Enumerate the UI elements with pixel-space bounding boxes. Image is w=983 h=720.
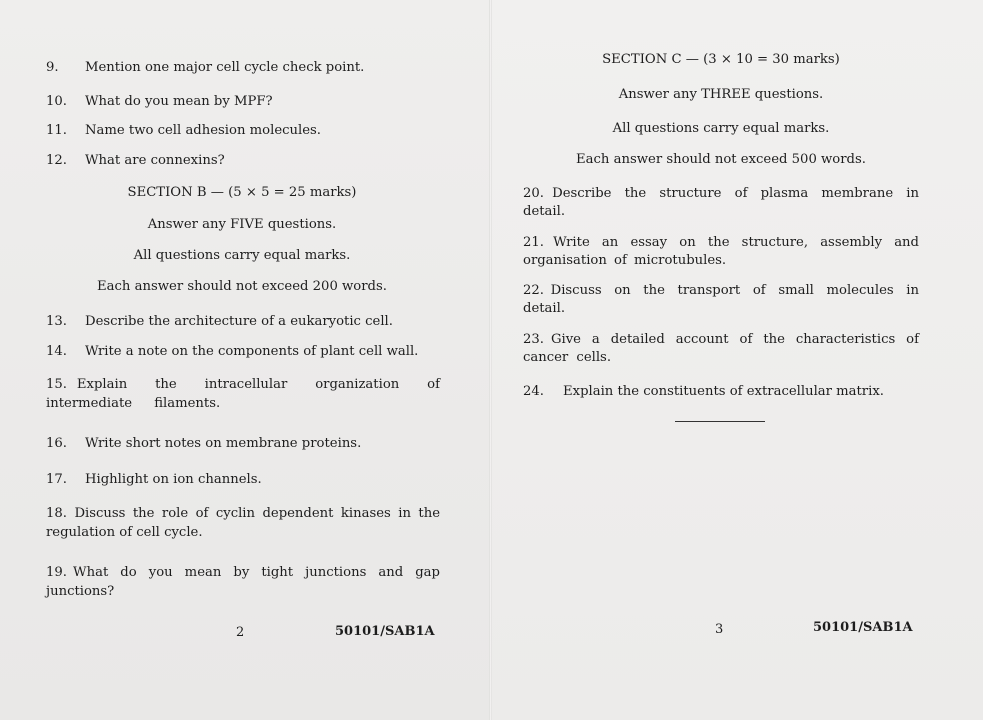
question-15	[46, 375, 440, 413]
question-text: Discuss on the transport of small molecules in detail.	[523, 283, 919, 316]
question-10	[46, 92, 438, 111]
question-20	[523, 185, 919, 221]
question-number: 16.	[46, 436, 67, 451]
question-text: What do you mean by tight junctions and gap junctions?	[46, 565, 440, 599]
question-17	[46, 470, 438, 489]
question-text: Discuss the role of cyclin dependent kinases in the regulation of cell cycle.	[46, 506, 441, 540]
question-22	[523, 282, 919, 318]
question-number: 13.	[46, 314, 67, 329]
section-c-instruction-marks: All questions carry equal marks.	[612, 121, 830, 136]
question-number: 12.	[46, 153, 67, 168]
question-number: 10.	[46, 94, 67, 109]
question-13	[46, 312, 438, 331]
section-c-title: SECTION C — (3 × 10 = 30 marks)	[602, 52, 840, 67]
question-19	[46, 563, 440, 601]
question-9	[46, 58, 438, 77]
question-number: 11.	[46, 123, 67, 138]
question-text: Give a detailed account of the characteristics of cancer cells.	[523, 332, 919, 365]
section-b-instruction-marks: All questions carry equal marks.	[133, 248, 351, 263]
section-c-instruction-words: Each answer should not exceed 500 words.	[576, 152, 866, 167]
question-text: Write short notes on membrane proteins.	[85, 436, 362, 451]
page-number: 3	[715, 622, 724, 637]
section-b-instruction-count: Answer any FIVE questions.	[147, 217, 337, 232]
question-text: Name two cell adhesion molecules.	[85, 123, 321, 138]
end-rule	[675, 421, 765, 422]
question-text: Explain the constituents of extracellular matrix.	[563, 384, 884, 399]
question-number: 23.	[523, 332, 544, 347]
section-b-title: SECTION B — (5 × 5 = 25 marks)	[127, 185, 357, 200]
question-text: Explain the intracellular organization of intermediate filaments.	[46, 377, 440, 411]
page-fold	[489, 0, 492, 720]
question-number: 21.	[523, 235, 544, 250]
question-12	[46, 151, 438, 170]
question-number: 22.	[523, 283, 544, 298]
question-11	[46, 121, 438, 140]
question-number: 15.	[46, 377, 67, 392]
question-21	[523, 234, 919, 270]
question-text: Describe the structure of plasma membrane in detail.	[523, 186, 919, 219]
paper-code: 50101/SAB1A	[335, 624, 435, 639]
question-24	[523, 382, 919, 401]
question-text: Mention one major cell cycle check point.	[85, 60, 365, 75]
question-text: Write a note on the components of plant cell wall.	[85, 344, 419, 359]
section-b-instruction-words: Each answer should not exceed 200 words.	[97, 279, 387, 294]
section-c-instruction-count: Answer any THREE questions.	[618, 87, 824, 102]
question-number: 9.	[46, 60, 59, 75]
paper-code: 50101/SAB1A	[813, 620, 913, 635]
question-number: 24.	[523, 384, 544, 399]
question-text: Describe the architecture of a eukaryotic cell.	[85, 314, 393, 329]
question-text: Write an essay on the structure, assembly and organisation of microtubules.	[523, 235, 919, 268]
page-number: 2	[236, 625, 245, 640]
question-number: 19.	[46, 565, 67, 580]
question-14	[46, 342, 438, 361]
question-23	[523, 331, 919, 367]
question-18	[46, 504, 440, 542]
question-text: What do you mean by MPF?	[85, 94, 273, 109]
question-number: 17.	[46, 472, 67, 487]
question-number: 14.	[46, 344, 67, 359]
question-number: 18.	[46, 506, 67, 521]
question-number: 20.	[523, 186, 544, 201]
question-text: What are connexins?	[85, 153, 225, 168]
question-16	[46, 434, 438, 453]
question-text: Highlight on ion channels.	[85, 472, 262, 487]
